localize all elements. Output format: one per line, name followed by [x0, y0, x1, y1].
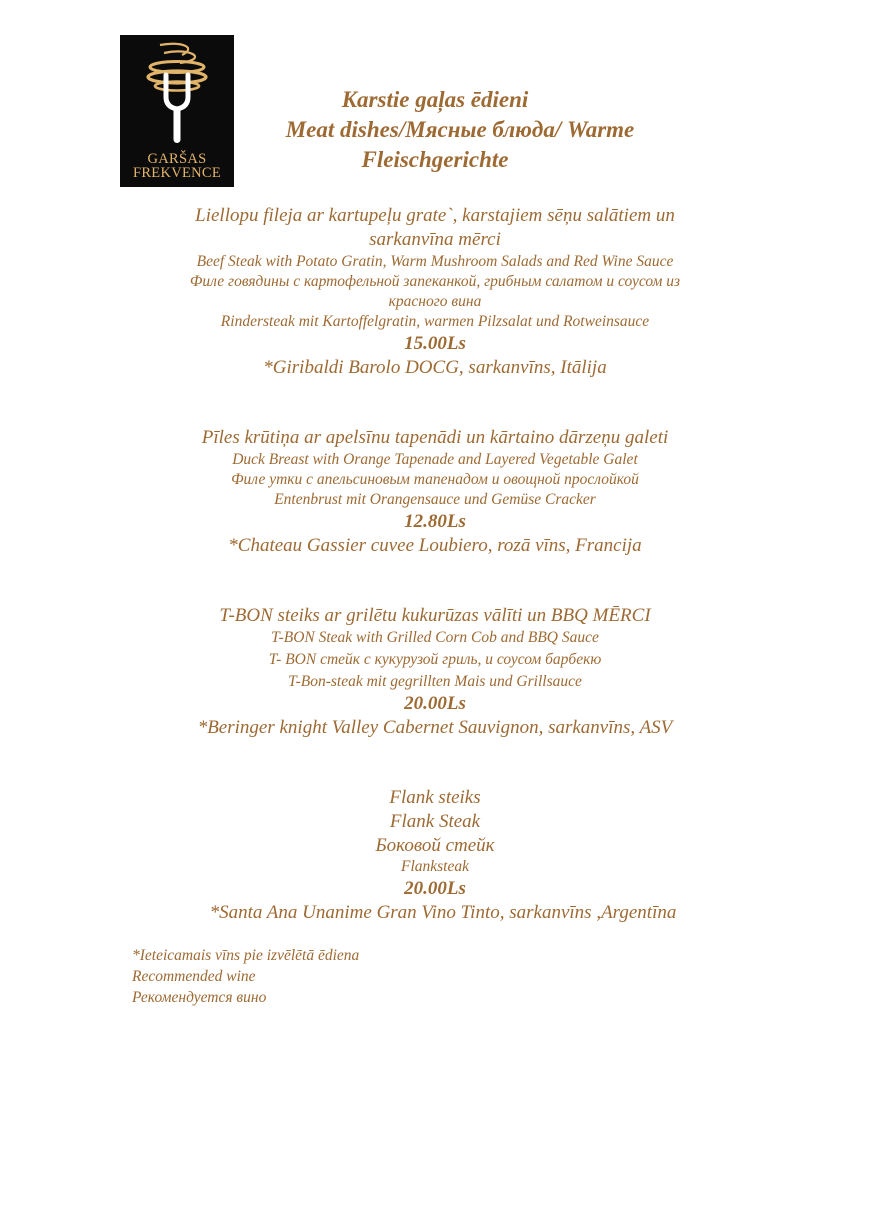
dish-price: 20.00Ls — [404, 693, 466, 714]
dish-name-de: Rindersteak mit Kartoffelgratin, warmen Pilzsalat und Rotweinsauce — [220, 313, 650, 330]
dish-name-lv: Flank steiks — [389, 787, 481, 808]
logo-text-line2: FREKVENCE — [132, 165, 222, 181]
dish-name-en: Duck Breast with Orange Tapenade and Layered Vegetable Galet — [232, 451, 638, 468]
wine-recommendation: *Beringer knight Valley Cabernet Sauvignon, sarkanvīns, ASV — [197, 717, 673, 738]
dish-name-ru: Боковой стейк — [375, 835, 495, 856]
dish-price: 20.00Ls — [404, 878, 466, 899]
dish-name-lv: Pīles krūtiņa ar apelsīnu tapenādi un kārtaino dārzeņu galeti — [201, 427, 669, 448]
page-title-line3: Fleischgerichte — [361, 147, 509, 172]
wine-recommendation: *Santa Ana Unanime Gran Vino Tinto, sarkanvīns ,Argentīna — [209, 902, 677, 923]
dish-name-ru: Филе говядины с картофельной запеканкой, грибным салатом и соусом из — [189, 273, 681, 290]
dish-name-ru: Филе утки с апельсиновым тапенадом и овощной прослойкой — [231, 471, 639, 488]
footnote-ru: Рекомендуется вино — [132, 989, 267, 1006]
dish-name-lv-continued: sarkanvīna mērci — [369, 229, 501, 250]
wine-recommendation: *Chateau Gassier cuvee Loubiero, rozā vīns, Francija — [228, 535, 642, 556]
dish-price: 15.00Ls — [404, 333, 466, 354]
dish-name-en: Beef Steak with Potato Gratin, Warm Mushroom Salads and Red Wine Sauce — [196, 253, 674, 270]
footnote-en: Recommended wine — [132, 968, 256, 985]
page-title-line2: Meat dishes/Мясные блюда/ Warme — [285, 117, 635, 142]
logo-text-line1: GARŠAS — [147, 151, 207, 167]
dish-name-ru: T- BON стейк с кукурузой гриль, и соусом барбекю — [268, 651, 602, 668]
dish-name-de: Entenbrust mit Orangensauce und Gemüse Cracker — [274, 491, 596, 508]
page-title-line1: Karstie gaļas ēdieni — [341, 87, 529, 112]
dish-price: 12.80Ls — [404, 511, 466, 532]
dish-name-lv: Liellopu fileja ar kartupeļu grate`, karstajiem sēņu salātiem un — [195, 205, 675, 226]
dish-name-lv: T-BON steiks ar grilētu kukurūzas vālīti un BBQ MĒRCI — [219, 605, 651, 626]
dish-name-de: Flanksteak — [400, 858, 469, 875]
dish-name-de: T-Bon-steak mit gegrillten Mais und Grillsauce — [288, 673, 582, 690]
dish-name-en: T-BON Steak with Grilled Corn Cob and BBQ Sauce — [271, 629, 599, 646]
wine-recommendation: *Giribaldi Barolo DOCG, sarkanvīns, Itālija — [263, 357, 607, 378]
dish-name-en: Flank Steak — [389, 811, 481, 832]
dish-name-ru-continued: красного вина — [388, 293, 482, 310]
footnote-lv: *Ieteicamais vīns pie izvēlētā ēdiena — [132, 947, 360, 964]
